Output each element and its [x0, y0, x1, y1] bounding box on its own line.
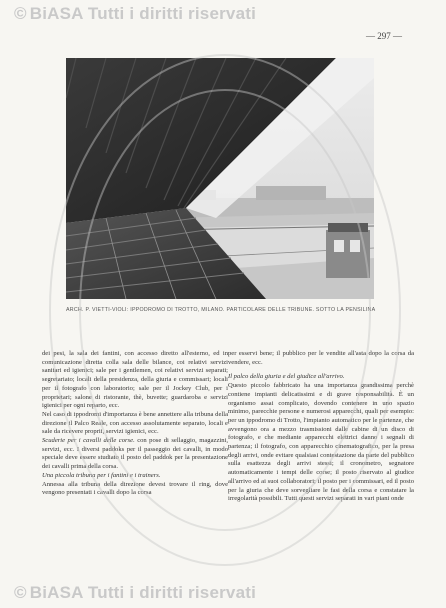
right-column	[228, 350, 414, 504]
photo-caption: ARCH. P. VIETTI-VIOLI: IPPODROMO DI TROTTO, MILANO. PARTICOLARE DELLE TRIBUNE. SOTTO LA PENSILINA	[66, 307, 376, 313]
left-paragraph-1: dei pesi, la sala dei fantini, con accesso diretto all'esterno, ed in comunicazione diretta colla sala delle bilance, coi relativi servizi sanitari ed igienici; sale per i gentlemen, coi relativi servizi separati; segretariato; locali della presidenza, della giuria e commissari; locali per il fotografo con laboratorio; sale per il Jockey Club, per i proprietari; salone di ristorante, thè, buvette; guardaroba e servizi igienici per ogni reparto, ecc.	[42, 350, 228, 410]
watermark-top	[14, 4, 256, 24]
right-paragraph-1: per esservi bene; il pubblico per le vendite all'asta dopo la corsa da vendere, ecc.	[228, 350, 414, 366]
copyright-icon: ©	[14, 583, 27, 602]
left-heading-1: Scuderie per i cavalli delle corse.	[42, 437, 135, 445]
left-heading-2: Una piccola tribuna per i fantini e i trainers.	[42, 471, 161, 479]
page-number: — 297 —	[366, 31, 402, 41]
watermark-top-text: BiASA Tutti i diritti riservati	[29, 4, 257, 23]
right-heading: Il palco della giuria e del giudice all'arrivo.	[228, 373, 345, 381]
left-column	[42, 350, 228, 498]
left-heading-1-text: con pose di sellaggio, magazzini, servizi, ecc. I diversi paddoks per il passeggio dei cavalli, in modo speciale deve essere studiato il posto del paddok per la presentazione dei cavalli prima della corsa.	[42, 437, 228, 471]
left-paragraph-2: Nel caso di ippodromi d'importanza è bene annettere alla tribuna della direzione il Palco Reale, con accesso assolutamente separato, locali e sale da ricevere proprii, servizi igienici, ecc.	[42, 410, 228, 436]
watermark-bottom-text: BiASA Tutti i diritti riservati	[29, 583, 257, 602]
left-heading-2-text: Annessa alla tribuna della direzione devesi trovare il ring, dove vengono presentati i cavalli dopo la corsa	[42, 480, 228, 497]
grandstand-photo-drawing	[66, 58, 374, 299]
watermark-bottom	[14, 583, 256, 603]
copyright-icon: ©	[14, 4, 27, 23]
right-paragraph-2: Questo piccolo fabbricato ha una importanza grandissima perchè contiene impianti delicatissimi e di grave responsabilità. È un organismo assai complicato, dovendo contenere in uno spazio minimo, parecchie persone e numerosi apparecchi, quali per esempio: per un ippodromo di Trotto, l'impianto automatico per le partenze, che avvengono ora a mezzo trasmissioni dalle cabine di un disco di fotografo, e che mediante apparecchi elettrici danno i segnali di partenza; il fotografo, con apparecchio cinematografico, per la presa degli arrivi, onde evitare qualsiasi contestazione da parte del pubblico sulla esattezza degli arrivi stessi; il cronometro, segnatore automaticamente i tempi delle corse; il posto riservato al giudice all'arrivo ed ai suoi collaboratori; il posto per i commissari, ed il posto per la giuria che deve sorvegliare le fasi della corsa e constatare la irregolarità possibili. Tutti questi servizi separati in vari piani onde	[228, 382, 414, 503]
grandstand-photo	[66, 58, 374, 299]
